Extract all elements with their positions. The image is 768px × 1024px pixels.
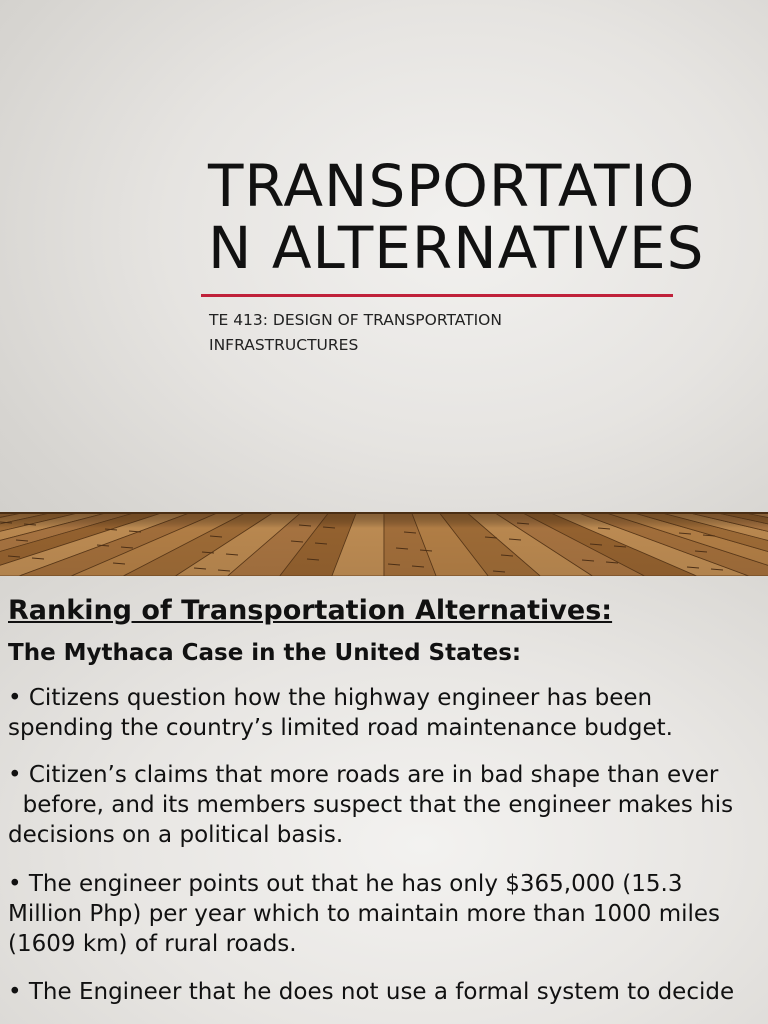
slide-subtitle: TE 413: DESIGN OF TRANSPORTATION INFRASTRUCTURES: [209, 311, 502, 354]
slide-subheading: The Mythaca Case in the United States:: [8, 640, 522, 666]
content-slide: [0, 576, 768, 1024]
wood-floor-decoration: [0, 512, 768, 576]
slide-title: TRANSPORTATIO N ALTERNATIVES: [208, 152, 705, 282]
bullet-item: • The engineer points out that he has only $365,000 (15.3 Million Php) per year which to maintain more than 1000 miles (1609 km) of rural roads.: [8, 871, 728, 957]
bullet-item: • The Engineer that he does not use a formal system to decide: [8, 979, 735, 1005]
slide-heading: Ranking of Transportation Alternatives:: [8, 595, 613, 626]
bullet-item: • Citizens question how the highway engineer has been spending the country’s limited road maintenance budget.: [8, 685, 673, 741]
title-underline-rule: [201, 294, 673, 297]
bullet-item: • Citizen’s claims that more roads are in bad shape than ever before, and its members suspect that the engineer makes his decisions on a political basis.: [8, 762, 734, 848]
